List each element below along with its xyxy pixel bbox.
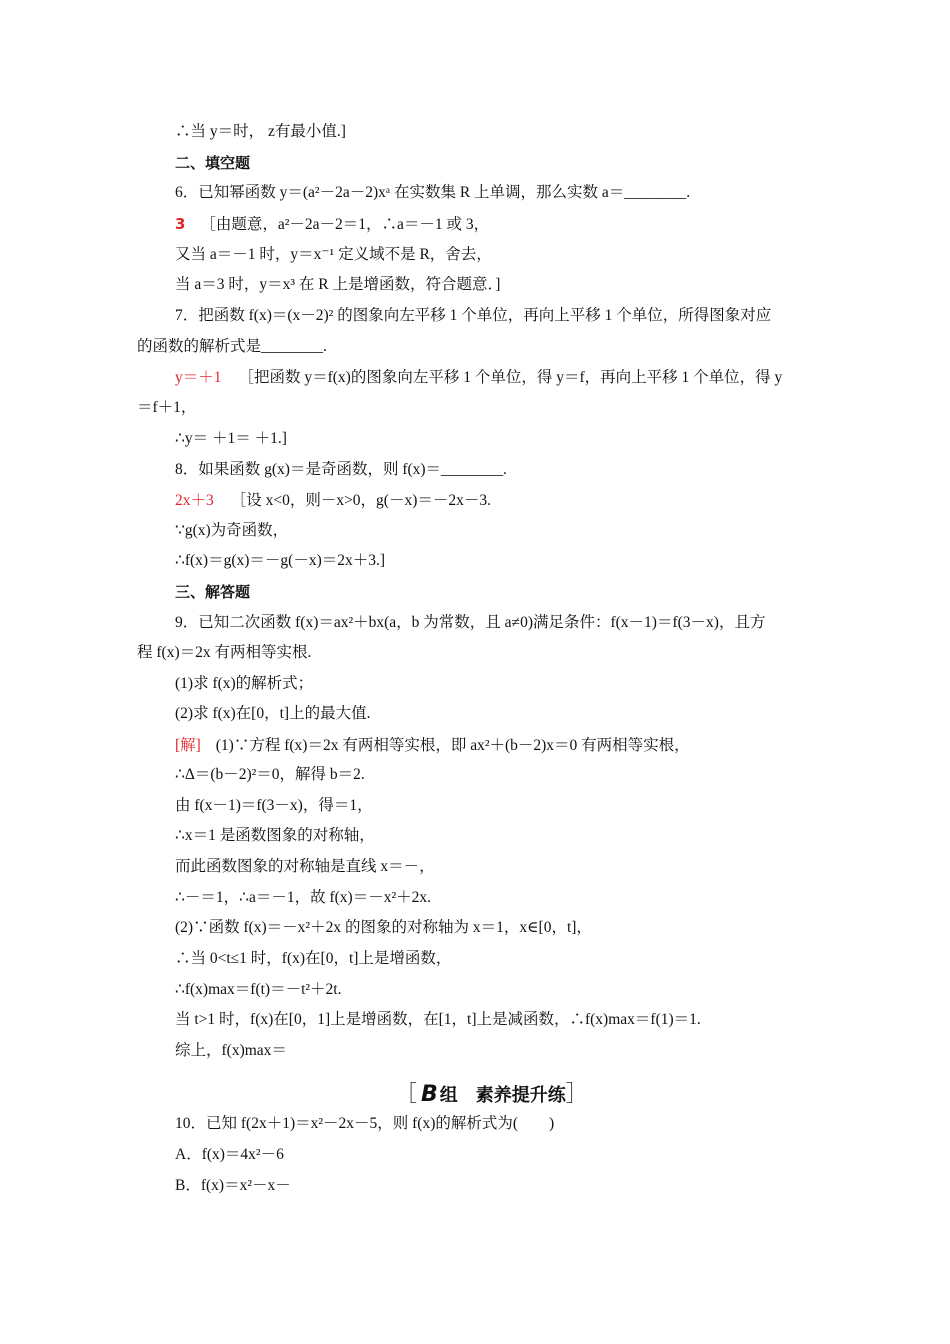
answer-explanation: ［由题意，a²－2a－2＝1，∴a＝－1 或 3， xyxy=(200,216,490,233)
text-line: 的函数的解析式是________. xyxy=(137,338,327,355)
answer-value: 3 xyxy=(175,215,186,233)
banner-title: 组 素养提升练 xyxy=(439,1085,566,1106)
question-7: 7．把函数 f(x)＝(x－2)² 的图象向左平移 1 个单位，再向上平移 1 个单位，所得图象对应 xyxy=(175,307,772,324)
bracket-right: ］ xyxy=(565,1082,588,1107)
text-line: 程 f(x)＝2x 有两相等实根. xyxy=(137,644,312,661)
text-line: ∴Δ＝(b－2)²＝0，解得 b＝2. xyxy=(175,766,365,783)
banner-letter: B xyxy=(421,1082,438,1107)
text-line: ∴x＝1 是函数图象的对称轴， xyxy=(175,827,375,844)
text-line: ∴当 y＝时， z有最小值.] xyxy=(175,123,346,140)
answer-6 xyxy=(175,214,489,235)
text-line: ＝f＋1， xyxy=(137,399,197,416)
text-line: ∴y＝ ＋1＝ ＋1.] xyxy=(175,430,287,447)
answer-explanation: ［把函数 y＝f(x)的图象向左平移 1 个单位，得 y＝f，再向上平移 1 个单位，得 y xyxy=(238,369,783,386)
section-banner-b xyxy=(395,1077,588,1107)
question-8: 8．如果函数 g(x)＝是奇函数，则 f(x)＝________. xyxy=(175,461,507,478)
text-line: ∴－＝1，∴a＝－1，故 f(x)＝－x²＋2x. xyxy=(175,889,431,906)
text-line: ∴f(x)max＝f(t)＝－t²＋2t. xyxy=(175,981,342,998)
answer-8 xyxy=(175,490,491,511)
section-heading-fill-blank: 二、填空题 xyxy=(175,154,251,172)
question-9: 9．已知二次函数 f(x)＝ax²＋bx(a，b 为常数，且 a≠0)满足条件：f(x－1)＝f(3－x)，且方 xyxy=(175,614,766,631)
text-line: ∴f(x)＝g(x)＝－g(－x)＝2x＋3.] xyxy=(175,552,386,569)
text-line: 由 f(x－1)＝f(3－x)，得＝1， xyxy=(175,797,373,814)
answer-explanation: ［设 x<0，则－x>0，g(－x)＝－2x－3. xyxy=(230,492,492,509)
text-line: ∵g(x)为奇函数， xyxy=(175,522,289,539)
solution-9 xyxy=(175,735,690,756)
text-line: (1)求 f(x)的解析式； xyxy=(175,675,314,692)
text-line: (2)∵函数 f(x)＝－x²＋2x 的图象的对称轴为 x＝1，x∈[0，t]， xyxy=(175,919,592,936)
text-line: 当 t>1 时，f(x)在[0，1]上是增函数，在[1，t]上是减函数，∴f(x)max＝f(1)＝1. xyxy=(175,1011,701,1028)
answer-value: y＝＋1 xyxy=(175,369,222,386)
solution-text: (1)∵方程 f(x)＝2x 有两相等实根，即 ax²＋(b－2)x＝0 有两相等实根， xyxy=(215,737,690,754)
text-line: 当 a＝3 时，y＝x³ 在 R 上是增函数，符合题意．] xyxy=(175,276,501,293)
question-10: 10．已知 f(2x＋1)＝x²－2x－5，则 f(x)的解析式为( ) xyxy=(175,1115,555,1132)
text-line: (2)求 f(x)在[0，t]上的最大值. xyxy=(175,705,371,722)
text-line: 而此函数图象的对称轴是直线 x＝－， xyxy=(175,858,435,875)
section-heading-solve: 三、解答题 xyxy=(175,583,251,601)
bracket-left: ［ xyxy=(395,1082,418,1107)
answer-value: 2x＋3 xyxy=(175,492,214,509)
option-b: B．f(x)＝x²－x－ xyxy=(175,1177,291,1194)
option-a: A．f(x)＝4x²－6 xyxy=(175,1146,284,1163)
text-line: 又当 a＝－1 时，y＝x⁻¹ 定义域不是 R，舍去， xyxy=(175,246,492,263)
text-line: 综上，f(x)max＝ xyxy=(175,1042,287,1059)
solution-label: [解] xyxy=(175,737,201,754)
answer-7 xyxy=(175,367,782,388)
text-line: ∴当 0<t≤1 时，f(x)在[0，t]上是增函数， xyxy=(175,950,452,967)
question-6: 6．已知幂函数 y＝(a²－2a－2)xᵃ 在实数集 R 上单调，那么实数 a＝________. xyxy=(175,184,691,201)
